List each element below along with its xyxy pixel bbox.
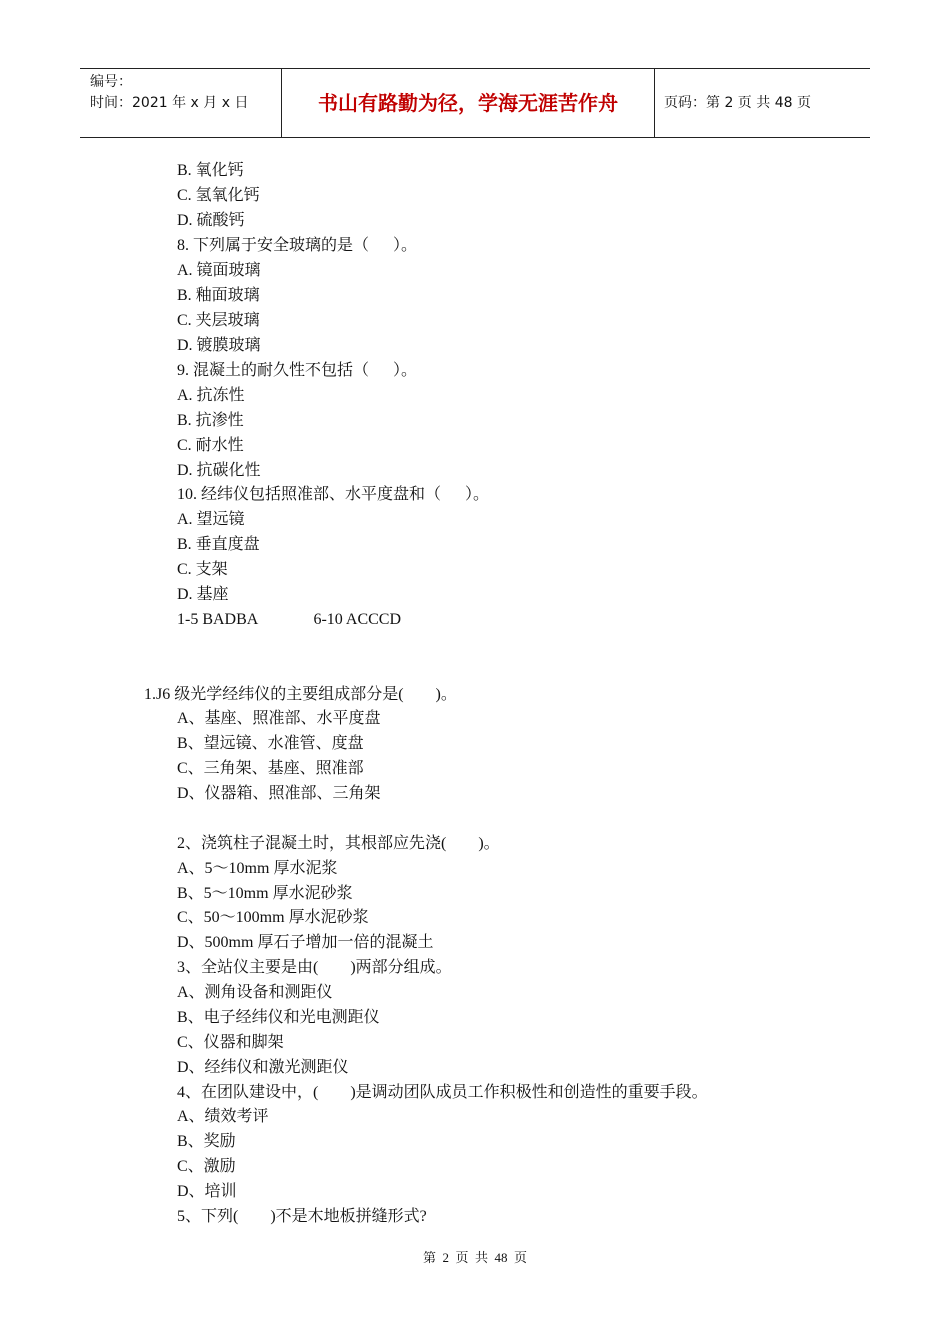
answer-option: A. 望远镜 [177,511,245,528]
question-text: 10. 经纬仪包括照准部、水平度盘和（ ）。 [177,486,490,503]
answer-option: B. 釉面玻璃 [177,287,260,304]
answer-option: C. 支架 [177,561,228,578]
answer-option: C、激励 [177,1158,236,1175]
question-text: 8. 下列属于安全玻璃的是（ ）。 [177,237,418,254]
answer-option: D、培训 [177,1183,237,1200]
answer-option: C. 氢氧化钙 [177,187,260,204]
question-text: 5、下列( )不是木地板拼缝形式? [177,1208,427,1225]
answer-option: A、基座、照准部、水平度盘 [177,710,381,727]
answer-option: A、绩效考评 [177,1108,269,1125]
header-page-info: 页码：第 2 页 共 48 页 [664,95,811,111]
document-date: 时间：2021 年 x 月 x 日 [90,95,249,111]
answer-key: 1-5 BADBA 6-10 ACCCD [177,611,402,628]
answer-option: B. 氧化钙 [177,162,244,179]
answer-option: D、仪器箱、照准部、三角架 [177,785,381,802]
question-text: 1.J6 级光学经纬仪的主要组成部分是( )。 [144,686,457,703]
answer-option: A、5～10mm 厚水泥浆 [177,860,338,877]
question-text: 4、在团队建设中，( )是调动团队成员工作积极性和创造性的重要手段。 [177,1084,708,1101]
answer-option: C、仪器和脚架 [177,1034,284,1051]
document-number-label: 编号： [90,74,132,90]
answer-option: A、测角设备和测距仪 [177,984,333,1001]
header-motto: 书山有路勤为径，学海无涯苦作舟 [281,69,655,137]
question-text: 9. 混凝土的耐久性不包括（ ）。 [177,362,418,379]
answer-option: C、三角架、基座、照准部 [177,760,364,777]
question-text: 3、全站仪主要是由( )两部分组成。 [177,959,452,976]
answer-option: D. 抗碳化性 [177,462,261,479]
answer-option: D、500mm 厚石子增加一倍的混凝土 [177,934,434,951]
answer-option: B、奖励 [177,1133,236,1150]
answer-option: C. 耐水性 [177,437,244,454]
answer-option: D、经纬仪和激光测距仪 [177,1059,349,1076]
answer-option: B、5～10mm 厚水泥砂浆 [177,885,353,902]
header-meta [80,69,280,137]
answer-option: D. 硫酸钙 [177,212,245,229]
answer-option: A. 抗冻性 [177,387,245,404]
page-footer: 第 2 页 共 48 页 [422,1250,527,1265]
answer-option: C. 夹层玻璃 [177,312,260,329]
answer-option: B. 抗渗性 [177,412,244,429]
answer-option: B、望远镜、水准管、度盘 [177,735,364,752]
answer-option: B、电子经纬仪和光电测距仪 [177,1009,380,1026]
answer-option: D. 基座 [177,586,229,603]
question-text: 2、浇筑柱子混凝土时，其根部应先浇( )。 [177,835,500,852]
answer-option: C、50～100mm 厚水泥砂浆 [177,909,369,926]
page-header [80,68,870,138]
answer-option: D. 镀膜玻璃 [177,337,261,354]
answer-option: A. 镜面玻璃 [177,262,261,279]
answer-option: B. 垂直度盘 [177,536,260,553]
